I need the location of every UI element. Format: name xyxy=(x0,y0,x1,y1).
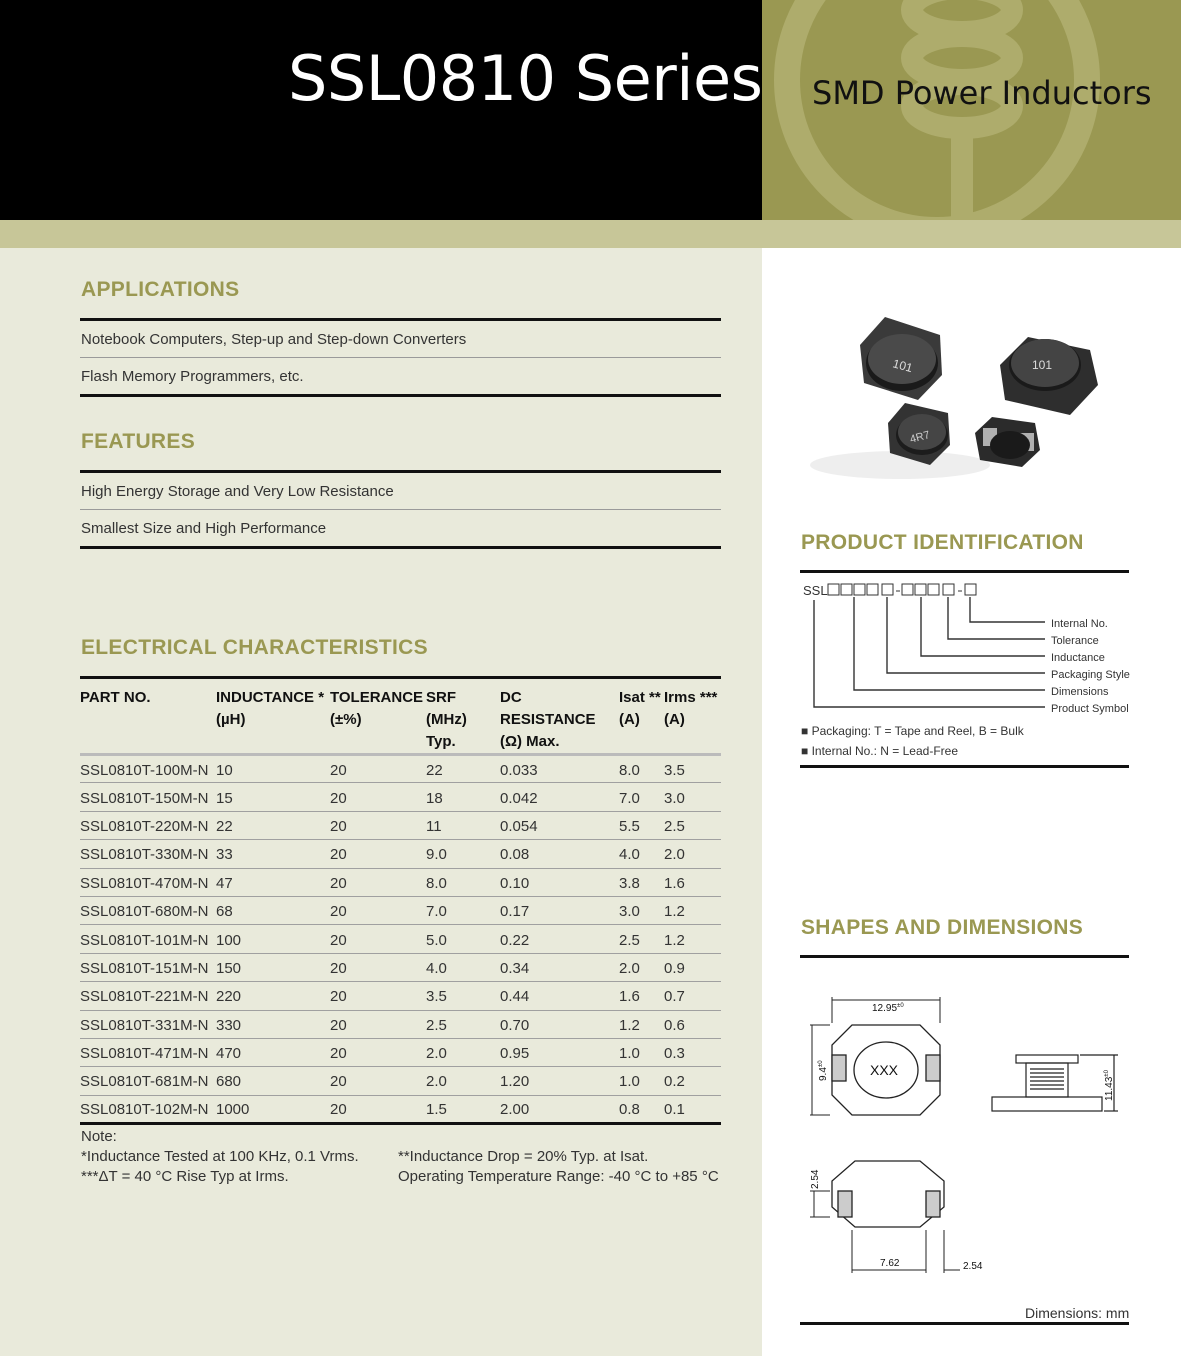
table-cell: 0.054 xyxy=(500,811,619,839)
table-cell: 0.7 xyxy=(664,982,721,1010)
table-cell: 20 xyxy=(330,783,426,811)
table-cell: SSL0810T-221M-N xyxy=(80,982,216,1010)
table-cell: 2.0 xyxy=(426,1038,500,1066)
table-cell: 15 xyxy=(216,783,330,811)
application-item: Notebook Computers, Step-up and Step-down Converters xyxy=(81,331,467,348)
table-header-row xyxy=(80,678,721,755)
table-cell: 0.95 xyxy=(500,1038,619,1066)
table-cell: 0.44 xyxy=(500,982,619,1010)
table-cell: 0.08 xyxy=(500,840,619,868)
divider xyxy=(800,1322,1129,1325)
marking-label: 4R7 xyxy=(908,429,932,446)
table-cell: 11 xyxy=(426,811,500,839)
table-cell: 1.20 xyxy=(500,1067,619,1095)
table-cell: SSL0810T-151M-N xyxy=(80,953,216,981)
table-cell: 7.0 xyxy=(426,896,500,924)
table-cell: 0.3 xyxy=(664,1038,721,1066)
table-cell: SSL0810T-330M-N xyxy=(80,840,216,868)
dim-pad-width: 2.54 xyxy=(963,1261,983,1272)
table-cell: SSL0810T-680M-N xyxy=(80,896,216,924)
table-cell: 2.5 xyxy=(664,811,721,839)
table-cell: 2.0 xyxy=(619,953,664,981)
dim-top-width: 12.95 xyxy=(872,1003,898,1014)
divider xyxy=(80,394,721,397)
table-cell: SSL0810T-101M-N xyxy=(80,925,216,953)
table-cell: 3.0 xyxy=(619,896,664,924)
electrical-table xyxy=(80,676,721,1125)
id-label: Packaging Style xyxy=(1051,669,1130,681)
bullet-square-icon: ■ xyxy=(801,724,812,738)
table-cell: 7.0 xyxy=(619,783,664,811)
table-cell: 20 xyxy=(330,1038,426,1066)
divider xyxy=(800,765,1129,768)
table-cell: 9.0 xyxy=(426,840,500,868)
feature-item: Smallest Size and High Performance xyxy=(81,520,327,537)
table-cell: 2.5 xyxy=(426,1010,500,1038)
product-photo xyxy=(800,305,1120,485)
inductor-large-right xyxy=(1000,337,1098,415)
table-cell: 0.1 xyxy=(664,1095,721,1123)
table-row xyxy=(80,783,721,811)
divider xyxy=(80,357,721,358)
table-cell: SSL0810T-220M-N xyxy=(80,811,216,839)
page-title: SSL0810 Series xyxy=(288,42,763,115)
table-cell: 0.9 xyxy=(664,953,721,981)
divider xyxy=(80,546,721,549)
inductor-large-left xyxy=(860,317,942,400)
divider xyxy=(80,470,721,473)
table-cell: 2.5 xyxy=(619,925,664,953)
table-cell: 1.2 xyxy=(619,1010,664,1038)
table-cell: 10 xyxy=(216,755,330,783)
table-cell: 5.5 xyxy=(619,811,664,839)
table-cell: 68 xyxy=(216,896,330,924)
table-cell: 0.34 xyxy=(500,953,619,981)
table-cell: 20 xyxy=(330,811,426,839)
table-row xyxy=(80,896,721,924)
note-line: ***ΔT = 40 °C Rise Typ at Irms. xyxy=(81,1168,289,1185)
dim-side-height: 11.43 xyxy=(1104,1076,1115,1101)
table-row xyxy=(80,755,721,783)
table-cell: 20 xyxy=(330,868,426,896)
note-line: *Inductance Tested at 100 KHz, 0.1 Vrms. xyxy=(81,1148,359,1165)
table-cell: 150 xyxy=(216,953,330,981)
table-cell: 20 xyxy=(330,840,426,868)
table-cell: 0.033 xyxy=(500,755,619,783)
top-view-marking: XXX xyxy=(870,1062,899,1078)
id-label: Product Symbol xyxy=(1051,703,1129,715)
footprint-view xyxy=(832,1161,944,1227)
dim-tolerance: ±0 xyxy=(897,1003,904,1009)
table-cell: SSL0810T-100M-N xyxy=(80,755,216,783)
top-view-dim-lines xyxy=(810,997,940,1115)
table-cell: 0.10 xyxy=(500,868,619,896)
table-cell: 1.0 xyxy=(619,1038,664,1066)
divider xyxy=(80,509,721,510)
table-cell: 1.5 xyxy=(426,1095,500,1123)
table-row xyxy=(80,953,721,981)
table-cell: 20 xyxy=(330,953,426,981)
feature-item: High Energy Storage and Very Low Resistance xyxy=(81,483,394,500)
table-row xyxy=(80,925,721,953)
electrical-heading: ELECTRICAL CHARACTERISTICS xyxy=(81,636,428,659)
table-cell: 22 xyxy=(426,755,500,783)
table-cell: 1.6 xyxy=(664,868,721,896)
shapes-heading: SHAPES AND DIMENSIONS xyxy=(801,916,1084,939)
note-line: **Inductance Drop = 20% Typ. at Isat. xyxy=(398,1148,649,1165)
application-item: Flash Memory Programmers, etc. xyxy=(81,368,304,385)
dim-tolerance: ±0 xyxy=(818,1060,824,1068)
table-cell: 1.2 xyxy=(664,896,721,924)
features-heading: FEATURES xyxy=(81,430,196,453)
table-row xyxy=(80,1010,721,1038)
table-cell: SSL0810T-102M-N xyxy=(80,1095,216,1123)
column-header: TOLERANCE (±%) xyxy=(330,678,426,755)
bullet-square-icon: ■ xyxy=(801,744,812,758)
side-view xyxy=(992,1055,1118,1111)
table-cell: 470 xyxy=(216,1038,330,1066)
table-cell: 3.5 xyxy=(664,755,721,783)
table-cell: SSL0810T-331M-N xyxy=(80,1010,216,1038)
table-cell: 4.0 xyxy=(619,840,664,868)
dimension-drawing xyxy=(800,985,1130,1285)
table-cell: 2.00 xyxy=(500,1095,619,1123)
note-line: Operating Temperature Range: -40 °C to +85 °C xyxy=(398,1168,719,1185)
table-cell: 22 xyxy=(216,811,330,839)
dim-pad-height: 2.54 xyxy=(810,1169,821,1189)
table-cell: 0.22 xyxy=(500,925,619,953)
table-cell: 3.5 xyxy=(426,982,500,1010)
table-cell: 1.2 xyxy=(664,925,721,953)
note-label: Note: xyxy=(81,1128,117,1145)
table-cell: 1.0 xyxy=(619,1067,664,1095)
table-cell: SSL0810T-471M-N xyxy=(80,1038,216,1066)
id-label: Inductance xyxy=(1051,652,1105,664)
dim-pad-span: 7.62 xyxy=(880,1258,900,1269)
column-header: DC RESISTANCE (Ω) Max. xyxy=(500,678,619,755)
divider xyxy=(800,955,1129,958)
table-cell: 20 xyxy=(330,925,426,953)
marking-label: 101 xyxy=(1032,358,1053,372)
svg-text:11.43±0 xyxy=(1104,1069,1115,1101)
column-header: INDUCTANCE * (µH) xyxy=(216,678,330,755)
inductor-small-right xyxy=(975,417,1040,467)
table-cell: 4.0 xyxy=(426,953,500,981)
table-row xyxy=(80,811,721,839)
table-cell: 2.0 xyxy=(426,1067,500,1095)
table-cell: 0.2 xyxy=(664,1067,721,1095)
table-cell: 20 xyxy=(330,755,426,783)
table-cell: 3.0 xyxy=(664,783,721,811)
table-cell: 33 xyxy=(216,840,330,868)
applications-heading: APPLICATIONS xyxy=(81,278,240,301)
divider xyxy=(800,570,1129,573)
table-cell: SSL0810T-470M-N xyxy=(80,868,216,896)
column-header: PART NO. xyxy=(80,678,216,755)
column-header: SRF (MHz) Typ. xyxy=(426,678,500,755)
product-identification-heading: PRODUCT IDENTIFICATION xyxy=(801,531,1084,554)
column-header: Isat ** (A) xyxy=(619,678,664,755)
table-row xyxy=(80,1067,721,1095)
table-cell: 0.042 xyxy=(500,783,619,811)
table-cell: 0.6 xyxy=(664,1010,721,1038)
table-cell: 20 xyxy=(330,982,426,1010)
table-cell: 100 xyxy=(216,925,330,953)
table-cell: 20 xyxy=(330,1067,426,1095)
id-label: Internal No. xyxy=(1051,618,1108,630)
table-cell: 20 xyxy=(330,1095,426,1123)
table-row xyxy=(80,868,721,896)
table-row xyxy=(80,982,721,1010)
svg-text:9.4±0 xyxy=(818,1060,829,1081)
table-cell: 220 xyxy=(216,982,330,1010)
bullet-item: ■ Packaging: T = Tape and Reel, B = Bulk xyxy=(801,724,1024,738)
code-prefix: SSL xyxy=(803,583,828,598)
table-cell: 330 xyxy=(216,1010,330,1038)
marking-label: 101 xyxy=(891,356,915,376)
svg-text:12.95±0 xyxy=(872,1003,904,1014)
table-cell: 1000 xyxy=(216,1095,330,1123)
table-cell: 0.70 xyxy=(500,1010,619,1038)
table-cell: SSL0810T-150M-N xyxy=(80,783,216,811)
table-cell: 3.8 xyxy=(619,868,664,896)
part-number-diagram xyxy=(800,578,1130,718)
table-row xyxy=(80,1038,721,1066)
table-cell: 0.17 xyxy=(500,896,619,924)
table-cell: 47 xyxy=(216,868,330,896)
units-label: Dimensions: mm xyxy=(1025,1305,1130,1321)
table-cell: 8.0 xyxy=(426,868,500,896)
table-cell: 680 xyxy=(216,1067,330,1095)
table-row xyxy=(80,1095,721,1123)
table-cell: 1.6 xyxy=(619,982,664,1010)
table-cell: 2.0 xyxy=(664,840,721,868)
table-cell: 5.0 xyxy=(426,925,500,953)
table-cell: 20 xyxy=(330,1010,426,1038)
table-cell: 20 xyxy=(330,896,426,924)
table-row xyxy=(80,840,721,868)
table-cell: 18 xyxy=(426,783,500,811)
table-cell: SSL0810T-681M-N xyxy=(80,1067,216,1095)
table-cell: 8.0 xyxy=(619,755,664,783)
column-header: Irms *** (A) xyxy=(664,678,721,755)
bullet-item: ■ Internal No.: N = Lead-Free xyxy=(801,744,959,758)
divider xyxy=(80,318,721,321)
id-label: Dimensions xyxy=(1051,686,1109,698)
dim-top-height: 9.4 xyxy=(818,1067,829,1081)
dim-tolerance: ±0 xyxy=(1104,1070,1110,1077)
page-subtitle: SMD Power Inductors xyxy=(812,74,1152,112)
id-label: Tolerance xyxy=(1051,635,1099,647)
header-band xyxy=(0,220,1181,248)
table-cell: 0.8 xyxy=(619,1095,664,1123)
